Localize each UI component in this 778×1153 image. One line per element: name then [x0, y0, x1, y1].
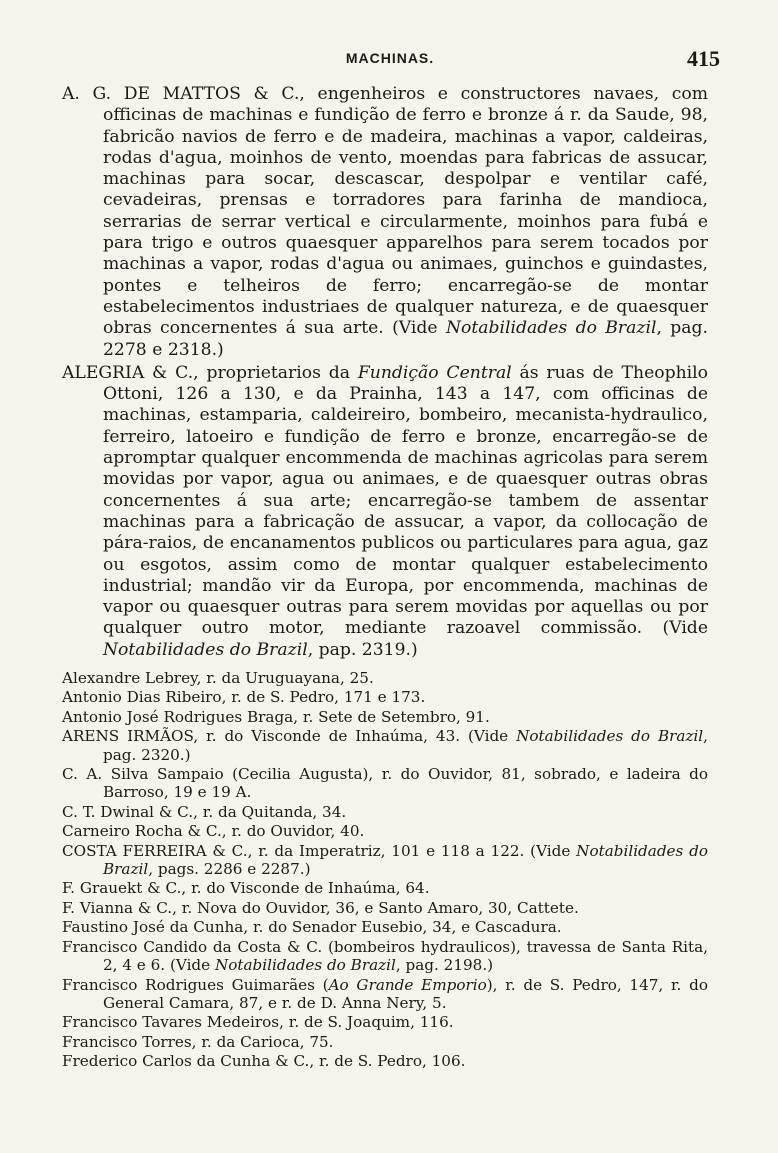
entry-text-continued: ás ruas de Theophilo Ottoni, 126 a 130, e da Prainha, 143 a 147, com officinas de machinas, estamparia, caldeireiro, bombeiro, mecanista-hydraulico, ferreiro, latoeiro e fundição de ferro e bronze, encarregão-se de apromptar qualquer encommenda de machinas agricolas para serem movidas por vapor, agua ou animaes, e de quaesquer outras obras concernentes á sua arte; encarregão-se tambem de assentar machinas para a fabricação de assucar, a vapor, da collocação de pára-raios, de encanamentos publicos ou particulares para agua, gaz ou esgotos, assim como de montar qualquer estabelecimento industrial; mandão vir da Europa, por encommenda, machinas de vapor ou quaesquer outras para serem movidas por aquellas ou por qualquer outro motor, mediante razoavel commissão. (Vide: [103, 362, 708, 639]
entry-tail: , pag. 2278 e 2318.): [103, 318, 708, 360]
entry-italic: Ao Grande Emporio: [328, 975, 487, 994]
entry-text: Carneiro Rocha & C., r. do Ouvidor, 40.: [62, 822, 365, 841]
entry-name: ARENS IRMÃOS,: [62, 727, 199, 746]
entry-text: r. da Imperatriz, 101 e 118 a 122. (Vide: [252, 841, 577, 860]
entry-name: ALEGRIA & C.,: [62, 362, 199, 383]
entry-text: proprietarios da: [198, 362, 358, 383]
entry-text: Faustino José da Cunha, r. do Senador Eusebio, 34, e Cascadura.: [62, 918, 562, 937]
directory-entry: [62, 879, 708, 897]
directory-entry: [62, 765, 708, 802]
entry-text: C. A. Silva Sampaio (Cecilia Augusta), r. do Ouvidor, 81, sobrado, e ladeira do Barroso, 19 e 19 A.: [62, 765, 708, 802]
entry-text: r. do Visconde de Inhaúma, 43. (Vide: [198, 727, 517, 746]
directory-entry: [62, 363, 708, 661]
directory-entry: [62, 803, 708, 821]
directory-entry: [62, 938, 708, 975]
page-number: 415: [687, 46, 720, 71]
directory-listing: [62, 84, 708, 1071]
directory-entry: [62, 727, 708, 764]
directory-entry: [62, 669, 708, 687]
entry-italic: Fundição Central: [357, 362, 512, 383]
entry-text: Alexandre Lebrey, r. da Uruguayana, 25.: [62, 669, 374, 688]
entry-name: COSTA FERREIRA & C.,: [62, 841, 253, 860]
entry-text: Antonio Dias Ribeiro, r. de S. Pedro, 171 e 173.: [62, 688, 426, 707]
directory-entry: [62, 822, 708, 840]
directory-entry: [62, 1013, 708, 1031]
page-header: [60, 46, 720, 74]
entry-reference: Notabilidades do Brazil: [516, 727, 704, 746]
entry-tail: , pags. 2286 e 2287.): [148, 860, 311, 879]
entry-text: Frederico Carlos da Cunha & C., r. de S. Pedro, 106.: [62, 1052, 466, 1071]
entry-text: Francisco Tavares Medeiros, r. de S. Joaquim, 116.: [62, 1013, 454, 1032]
entry-text: Francisco Rodrigues Guimarães (: [62, 975, 329, 994]
entry-reference: Notabilidades do Brazil: [214, 956, 396, 975]
entry-text: F. Vianna & C., r. Nova do Ouvidor, 36, e Santo Amaro, 30, Cattete.: [62, 898, 579, 917]
entry-text-continued: ), r. de S. Pedro, 147, r. do General Camara, 87, e r. de D. Anna Nery, 5.: [103, 975, 708, 1012]
directory-entry: [62, 708, 708, 726]
entry-tail: , pap. 2319.): [307, 639, 418, 660]
directory-entry: [62, 84, 708, 361]
entry-name: A. G. DE MATTOS & C.,: [62, 84, 305, 104]
entry-reference: Notabilidades do Brazil: [103, 841, 709, 879]
entry-tail: , pag. 2320.): [103, 727, 708, 764]
entry-text: Francisco Candido da Costa & C. (bombeiros hydraulicos), travessa de Santa Rita, 2, 4 e 6. (Vide: [62, 937, 708, 975]
directory-entry: [62, 918, 708, 936]
entry-text: F. Grauekt & C., r. do Visconde de Inhaúma, 64.: [62, 879, 430, 898]
entry-reference: Notabilidades do Brazil: [103, 639, 308, 660]
entry-text: Francisco Torres, r. da Carioca, 75.: [62, 1032, 334, 1051]
entry-text: engenheiros e constructores navaes, com officinas de machinas e fundição de ferro e bronze á r. da Saude, 98, fabricão navios de ferro e de madeira, machinas a vapor, caldeiras, rodas d'agua, moinhos de vento, moendas para fabricas de assucar, machinas para socar, descascar, despolpar e ventilar café, cevadeiras, prensas e torradores para farinha de mandioca, serrarias de serrar vertical e circularmente, moinhos para fubá e para trigo e outros quaesquer apparelhos para serem tocados por machinas a vapor, rodas d'agua ou animaes, guinchos e guindastes, pontes e telheiros de ferro; encarregão-se de montar estabelecimentos industriaes de qualquer natureza, e de quaesquer obras concernentes á sua arte. (Vide: [103, 84, 708, 339]
directory-entry: [62, 1052, 708, 1070]
directory-entry: [62, 688, 708, 706]
directory-entry: [62, 842, 708, 879]
entry-text: C. T. Dwinal & C., r. da Quitanda, 34.: [62, 802, 347, 821]
directory-entry: [62, 899, 708, 917]
entry-reference: Notabilidades do Brazil: [445, 318, 657, 339]
directory-entry: [62, 1033, 708, 1051]
directory-entry: [62, 976, 708, 1013]
running-title: MACHINAS.: [345, 50, 435, 66]
entry-text: Antonio José Rodrigues Braga, r. Sete de Setembro, 91.: [62, 707, 490, 726]
entry-tail: , pag. 2198.): [395, 956, 494, 975]
